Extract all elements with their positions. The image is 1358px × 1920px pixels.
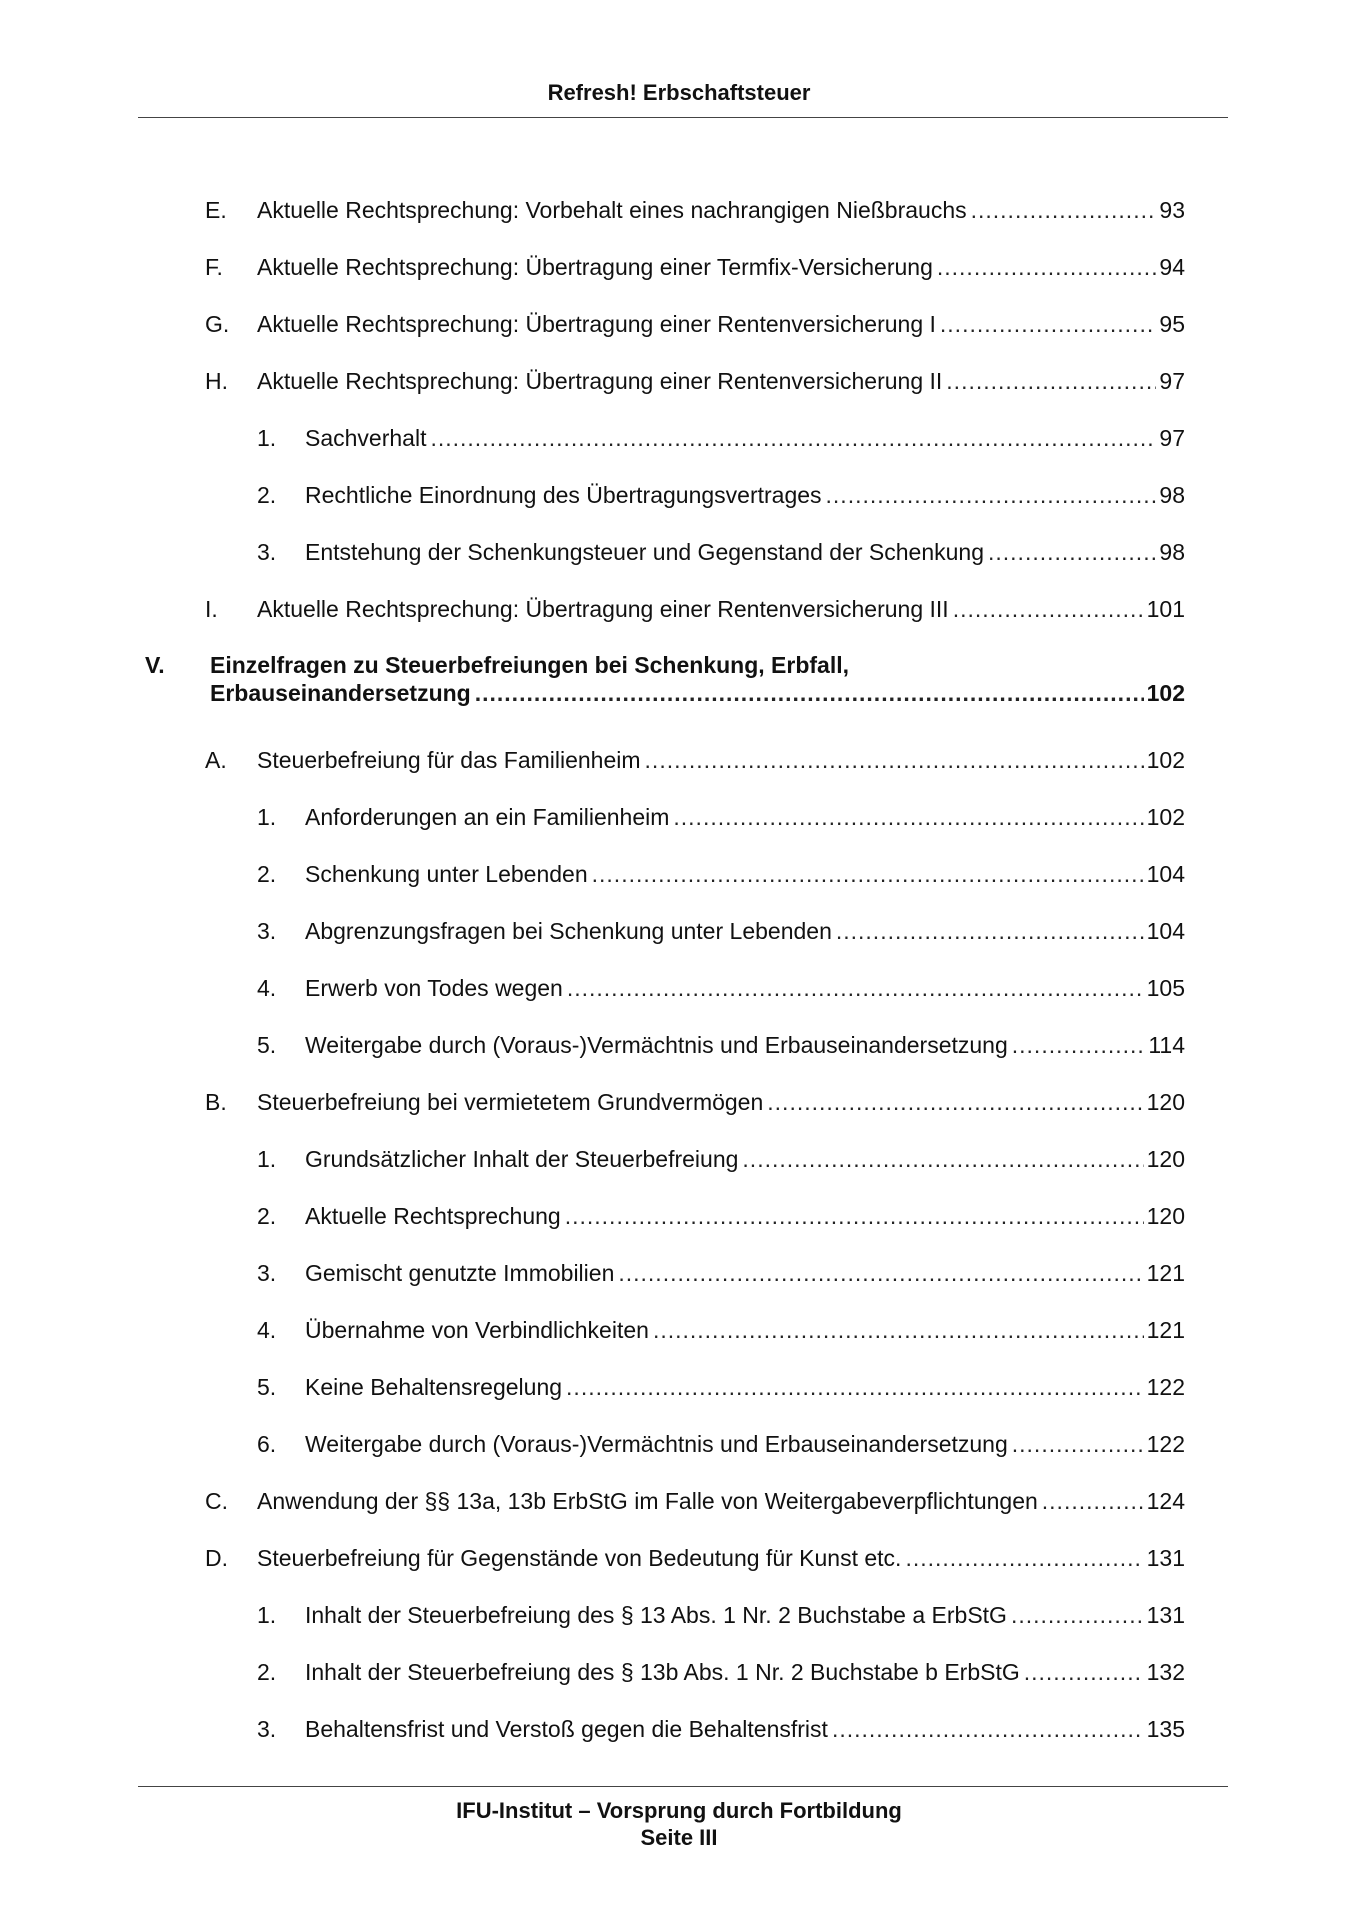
toc-entry-page-number: 94 [1159, 254, 1185, 280]
toc-entry-title: Aktuelle Rechtsprechung [305, 1203, 561, 1229]
running-header-title: Refresh! Erbschaftsteuer [547, 80, 811, 105]
footer-divider [138, 1786, 1228, 1787]
toc-entry-title: Aktuelle Rechtsprechung: Übertragung einer Rentenversicherung III [257, 596, 949, 622]
toc-entry-number: 4. [257, 975, 277, 1001]
toc-entry-number: 1. [257, 1146, 277, 1172]
toc-entry-row [305, 1714, 1185, 1744]
footer-page-number: Seite III [640, 1825, 718, 1850]
toc-entry-page-number: 121 [1146, 1317, 1185, 1343]
toc-entry-row [257, 594, 1185, 624]
toc-entry-row [305, 916, 1185, 946]
toc-entry-title: Aktuelle Rechtsprechung: Vorbehalt eines nachrangigen Nießbrauchs [257, 197, 967, 223]
toc-dot-leader [566, 1372, 1144, 1402]
toc-dot-leader [742, 1144, 1143, 1174]
toc-entry-page-number: 135 [1146, 1716, 1185, 1742]
toc-entry-row [305, 537, 1185, 567]
toc-entry-row [305, 802, 1185, 832]
toc-entry-title: Erbauseinandersetzung [210, 680, 471, 706]
toc-entry-title: Aktuelle Rechtsprechung: Übertragung einer Rentenversicherung I [257, 311, 936, 337]
toc-subsection-entry[interactable] [257, 423, 1185, 453]
toc-section-entry[interactable] [205, 594, 1185, 624]
toc-subsection-entry[interactable] [257, 1372, 1185, 1402]
toc-dot-leader [673, 802, 1143, 832]
toc-section-entry[interactable] [205, 366, 1185, 396]
toc-entry-number: B. [205, 1089, 227, 1115]
toc-entry-number: 2. [257, 482, 277, 508]
toc-entry-title: Inhalt der Steuerbefreiung des § 13 Abs. 1 Nr. 2 Buchstabe a ErbStG [305, 1602, 1007, 1628]
toc-entry-number: 2. [257, 1203, 277, 1229]
toc-subsection-entry[interactable] [257, 1258, 1185, 1288]
toc-entry-number: 3. [257, 1260, 277, 1286]
toc-subsection-entry[interactable] [257, 1144, 1185, 1174]
toc-entry-number: I. [205, 596, 218, 622]
toc-section-entry[interactable] [205, 309, 1185, 339]
toc-entry-page-number: 98 [1159, 482, 1185, 508]
toc-entry-number: 1. [257, 804, 277, 830]
toc-entry-number: 1. [257, 1602, 277, 1628]
toc-entry-page-number: 120 [1146, 1089, 1185, 1115]
toc-entry-page-number: 104 [1146, 918, 1185, 944]
toc-section-entry[interactable] [205, 1486, 1185, 1516]
toc-subsection-entry[interactable] [257, 1030, 1185, 1060]
toc-entry-page-number: 121 [1146, 1260, 1185, 1286]
toc-entry-row [305, 1429, 1185, 1459]
toc-entry-page-number: 114 [1148, 1032, 1185, 1058]
toc-subsection-entry[interactable] [257, 802, 1185, 832]
toc-entry-page-number: 131 [1146, 1602, 1185, 1628]
toc-entry-number: 5. [257, 1374, 277, 1400]
toc-entry-row [257, 252, 1185, 282]
toc-dot-leader [430, 423, 1156, 453]
toc-entry-row [257, 309, 1185, 339]
toc-subsection-entry[interactable] [257, 537, 1185, 567]
toc-entry-number: 5. [257, 1032, 277, 1058]
toc-entry-number: 2. [257, 861, 277, 887]
toc-entry-page-number: 102 [1146, 680, 1185, 706]
toc-entry-title: Schenkung unter Lebenden [305, 861, 588, 887]
toc-entry-row [305, 423, 1185, 453]
toc-entry-page-number: 124 [1146, 1488, 1185, 1514]
toc-section-entry[interactable] [205, 1087, 1185, 1117]
toc-entry-number: A. [205, 747, 227, 773]
toc-entry-row [305, 1258, 1185, 1288]
toc-dot-leader [567, 973, 1144, 1003]
toc-entry-number: 1. [257, 425, 277, 451]
toc-entry-number: 2. [257, 1659, 277, 1685]
toc-subsection-entry[interactable] [257, 1429, 1185, 1459]
toc-subsection-entry[interactable] [257, 1657, 1185, 1687]
toc-section-entry[interactable] [205, 745, 1185, 775]
toc-entry-title: Aktuelle Rechtsprechung: Übertragung einer Termfix-Versicherung [257, 254, 933, 280]
toc-section-entry[interactable] [205, 1543, 1185, 1573]
toc-entry-title: Rechtliche Einordnung des Übertragungsvertrages [305, 482, 822, 508]
toc-entry-page-number: 98 [1159, 539, 1185, 565]
toc-dot-leader [826, 480, 1157, 510]
toc-dot-leader [905, 1543, 1143, 1573]
toc-entry-number: E. [205, 197, 227, 223]
toc-entry-title: Aktuelle Rechtsprechung: Übertragung einer Rentenversicherung II [257, 368, 943, 394]
toc-entry-page-number: 93 [1159, 197, 1185, 223]
toc-entry-row [305, 1657, 1185, 1687]
toc-entry-number: D. [205, 1545, 228, 1571]
toc-entry-title: Keine Behaltensregelung [305, 1374, 563, 1400]
toc-dot-leader [946, 366, 1156, 396]
toc-dot-leader [988, 537, 1156, 567]
toc-entry-page-number: 102 [1146, 804, 1185, 830]
toc-entry-title: Steuerbefreiung für Gegenstände von Bedeutung für Kunst etc. [257, 1545, 902, 1571]
toc-entry-page-number: 97 [1159, 425, 1185, 451]
toc-section-entry[interactable] [205, 252, 1185, 282]
toc-dot-leader [645, 745, 1144, 775]
toc-entry-page-number: 120 [1146, 1203, 1185, 1229]
toc-dot-leader [832, 1714, 1144, 1744]
toc-entry-title: Inhalt der Steuerbefreiung des § 13b Abs. 1 Nr. 2 Buchstabe b ErbStG [305, 1659, 1020, 1685]
toc-entry-number: G. [205, 311, 230, 337]
toc-dot-leader [653, 1315, 1144, 1345]
toc-entry-page-number: 131 [1146, 1545, 1185, 1571]
toc-dot-leader [1011, 1600, 1144, 1630]
toc-subsection-entry[interactable] [257, 916, 1185, 946]
toc-entry-page-number: 120 [1146, 1146, 1185, 1172]
toc-entry-title: Anwendung der §§ 13a, 13b ErbStG im Falle von Weitergabeverpflichtungen [257, 1488, 1038, 1514]
toc-entry-row [305, 1144, 1185, 1174]
toc-entry-page-number: 102 [1146, 747, 1185, 773]
toc-entry-row [257, 745, 1185, 775]
toc-entry-row [257, 1486, 1185, 1516]
toc-dot-leader [1042, 1486, 1144, 1516]
toc-dot-leader [836, 916, 1144, 946]
toc-dot-leader [592, 859, 1144, 889]
toc-chapter-entry[interactable] [145, 650, 1185, 710]
toc-dot-leader [953, 594, 1144, 624]
toc-entry-title: Übernahme von Verbindlichkeiten [305, 1317, 649, 1343]
toc-entry-row [305, 1372, 1185, 1402]
toc-entry-title: Steuerbefreiung bei vermietetem Grundvermögen [257, 1089, 764, 1115]
toc-entry-title: Gemischt genutzte Immobilien [305, 1260, 615, 1286]
toc-entry-page-number: 101 [1146, 596, 1185, 622]
toc-entry-row [210, 678, 1185, 708]
toc-entry-page-number: 97 [1159, 368, 1185, 394]
toc-subsection-entry[interactable] [257, 1600, 1185, 1630]
toc-entry-title: Weitergabe durch (Voraus-)Vermächtnis und Erbauseinandersetzung [305, 1032, 1008, 1058]
toc-entry-number: 3. [257, 1716, 277, 1742]
toc-entry-page-number: 132 [1146, 1659, 1185, 1685]
toc-entry-row [257, 1087, 1185, 1117]
toc-subsection-entry[interactable] [257, 1315, 1185, 1345]
toc-section-entry[interactable] [205, 195, 1185, 225]
footer-institute: IFU-Institut – Vorsprung durch Fortbildung [456, 1798, 902, 1823]
toc-subsection-entry[interactable] [257, 1714, 1185, 1744]
toc-entry-number: 3. [257, 918, 277, 944]
toc-entry-row [305, 1315, 1185, 1345]
toc-entry-row [305, 1201, 1185, 1231]
toc-dot-leader [971, 195, 1157, 225]
toc-entry-row [305, 973, 1185, 1003]
toc-entry-number: C. [205, 1488, 228, 1514]
toc-dot-leader [1012, 1030, 1146, 1060]
toc-entry-page-number: 122 [1146, 1431, 1185, 1457]
toc-entry-page-number: 105 [1146, 975, 1185, 1001]
toc-entry-title: Erwerb von Todes wegen [305, 975, 563, 1001]
toc-entry-row [257, 195, 1185, 225]
toc-dot-leader [475, 678, 1144, 708]
toc-dot-leader [1024, 1657, 1144, 1687]
toc-entry-number: 4. [257, 1317, 277, 1343]
toc-entry-title: Weitergabe durch (Voraus-)Vermächtnis und Erbauseinandersetzung [305, 1431, 1008, 1457]
toc-entry-page-number: 104 [1146, 861, 1185, 887]
toc-entry-title: Behaltensfrist und Verstoß gegen die Behaltensfrist [305, 1716, 828, 1742]
toc-entry-title: Steuerbefreiung für das Familienheim [257, 747, 641, 773]
toc-entry-row [305, 1600, 1185, 1630]
toc-dot-leader [940, 309, 1157, 339]
toc-dot-leader [565, 1201, 1144, 1231]
toc-entry-number: 3. [257, 539, 277, 565]
toc-dot-leader [767, 1087, 1143, 1117]
toc-entry-title: Sachverhalt [305, 425, 427, 451]
toc-subsection-entry[interactable] [257, 1201, 1185, 1231]
toc-entry-title: Grundsätzlicher Inhalt der Steuerbefreiung [305, 1146, 739, 1172]
toc-dot-leader [937, 252, 1157, 282]
toc-entry-page-number: 122 [1146, 1374, 1185, 1400]
toc-entry-number: F. [205, 254, 223, 280]
toc-dot-leader [618, 1258, 1143, 1288]
toc-subsection-entry[interactable] [257, 973, 1185, 1003]
toc-entry-page-number: 95 [1159, 311, 1185, 337]
toc-entry-number: H. [205, 368, 228, 394]
toc-entry-row [257, 366, 1185, 396]
toc-subsection-entry[interactable] [257, 480, 1185, 510]
toc-entry-row [257, 1543, 1185, 1573]
toc-entry-row [305, 859, 1185, 889]
toc-entry-number: V. [145, 652, 165, 678]
page-footer [0, 1797, 1358, 1851]
toc-entry-title: Abgrenzungsfragen bei Schenkung unter Lebenden [305, 918, 832, 944]
toc-subsection-entry[interactable] [257, 859, 1185, 889]
toc-entry-row [305, 1030, 1185, 1060]
toc-entry-title-line1: Einzelfragen zu Steuerbefreiungen bei Schenkung, Erbfall, [210, 652, 850, 678]
toc-entry-row [305, 480, 1185, 510]
toc-entry-number: 6. [257, 1431, 277, 1457]
toc-dot-leader [1012, 1429, 1144, 1459]
toc-entry-title: Anforderungen an ein Familienheim [305, 804, 670, 830]
toc-entry-title: Entstehung der Schenkungsteuer und Gegenstand der Schenkung [305, 539, 984, 565]
